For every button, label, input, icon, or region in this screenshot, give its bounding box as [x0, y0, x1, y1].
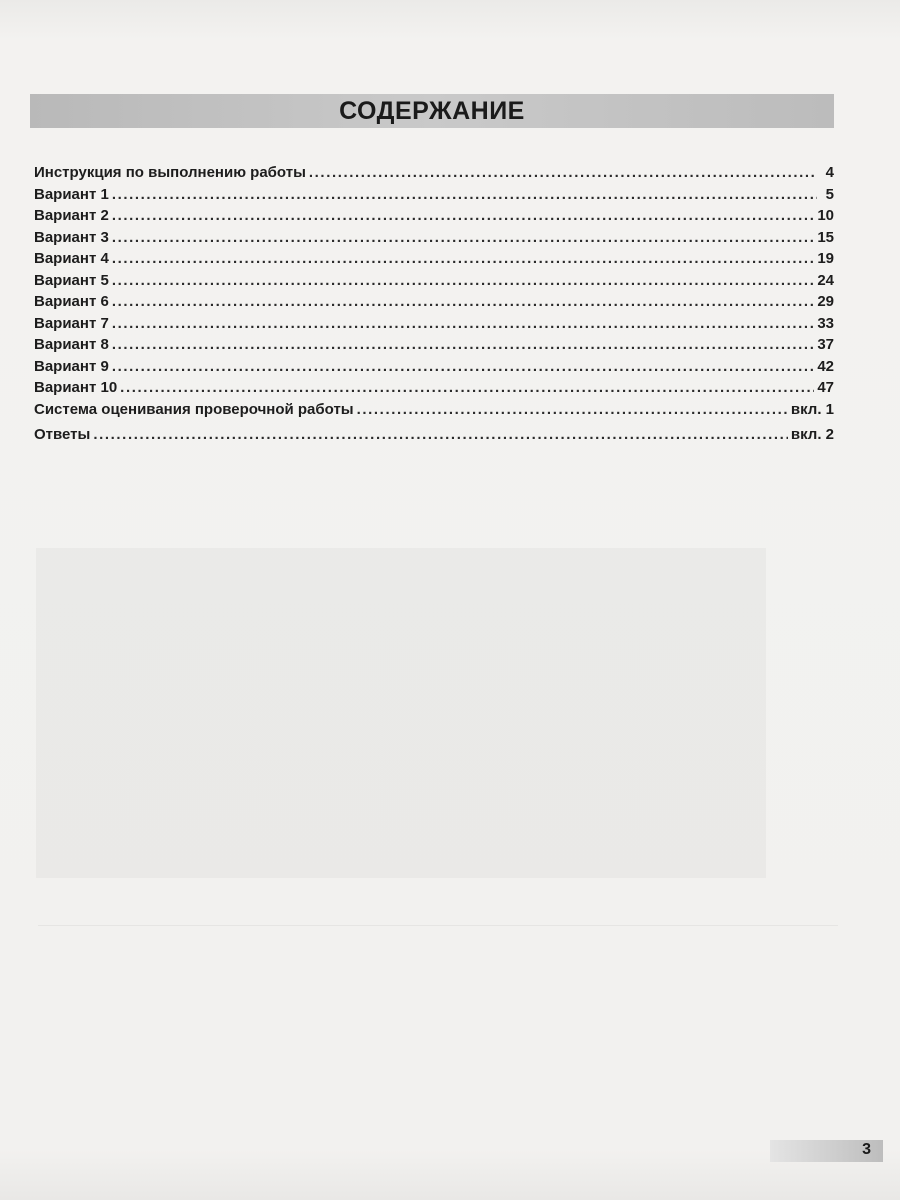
page-number: 3 [862, 1141, 871, 1158]
toc-entry-label: Вариант 2 [34, 207, 109, 224]
bleed-through-map-area [36, 548, 766, 878]
toc-entry-label: Вариант 9 [34, 357, 109, 375]
toc-entry[interactable] [34, 293, 834, 315]
toc-entry-label: Вариант 6 [34, 293, 109, 310]
toc-leader-dots [309, 164, 817, 181]
toc-entry-page: 19 [817, 250, 834, 267]
toc-leader-dots [112, 229, 814, 246]
toc-entry-page: вкл. 2 [790, 425, 834, 443]
toc-entry-label: Вариант 4 [34, 250, 109, 267]
toc-leader-dots [112, 186, 817, 203]
toc-entry-page: 5 [825, 185, 834, 203]
toc-entry[interactable] [34, 272, 834, 294]
toc-leader-dots [112, 336, 814, 353]
toc-entry[interactable] [34, 358, 834, 380]
toc-leader-dots [93, 426, 788, 443]
page-title: СОДЕРЖАНИЕ [339, 97, 525, 125]
toc-leader-dots [112, 315, 814, 332]
toc-entry-page: 33 [817, 314, 834, 332]
toc-entry-label: Ответы [34, 425, 91, 443]
toc-entry-page: 29 [817, 293, 834, 310]
toc-leader-dots [112, 250, 814, 267]
toc-entry[interactable] [34, 379, 834, 401]
toc-entry[interactable] [34, 186, 834, 208]
toc-entry-page: 37 [817, 336, 834, 353]
table-of-contents [34, 164, 834, 447]
page-number-tab [770, 1140, 883, 1162]
toc-entry-page: 24 [817, 271, 834, 289]
toc-entry[interactable] [34, 229, 834, 251]
toc-entry[interactable] [34, 207, 834, 229]
toc-entry-label: Вариант 5 [34, 271, 109, 289]
title-bar [30, 94, 834, 128]
toc-entry-label: Вариант 3 [34, 228, 109, 246]
toc-entry-label: Вариант 7 [34, 314, 109, 332]
toc-entry[interactable] [34, 426, 834, 448]
toc-leader-dots [112, 207, 814, 224]
toc-entry[interactable] [34, 336, 834, 358]
bleed-through-table-area [38, 925, 838, 1076]
toc-leader-dots [112, 293, 814, 310]
toc-entry-label: Вариант 1 [34, 185, 109, 203]
toc-entry-page: 47 [817, 379, 834, 396]
toc-entry-page: вкл. 1 [790, 400, 834, 418]
toc-entry-page: 15 [817, 228, 834, 246]
toc-entry[interactable] [34, 315, 834, 337]
toc-entry-page: 42 [817, 357, 834, 375]
toc-entry-label: Вариант 10 [34, 379, 118, 396]
toc-entry[interactable] [34, 401, 834, 426]
toc-entry-label: Система оценивания проверочной работы [34, 400, 354, 418]
toc-entry[interactable] [34, 164, 834, 186]
toc-entry-page: 10 [817, 207, 834, 224]
toc-leader-dots [357, 401, 788, 418]
toc-entry[interactable] [34, 250, 834, 272]
toc-entry-label: Вариант 8 [34, 336, 109, 353]
toc-leader-dots [120, 379, 814, 396]
toc-leader-dots [112, 358, 814, 375]
toc-entry-label: Инструкция по выполнению работы [34, 164, 306, 181]
toc-leader-dots [112, 272, 814, 289]
toc-entry-page: 4 [825, 164, 834, 181]
